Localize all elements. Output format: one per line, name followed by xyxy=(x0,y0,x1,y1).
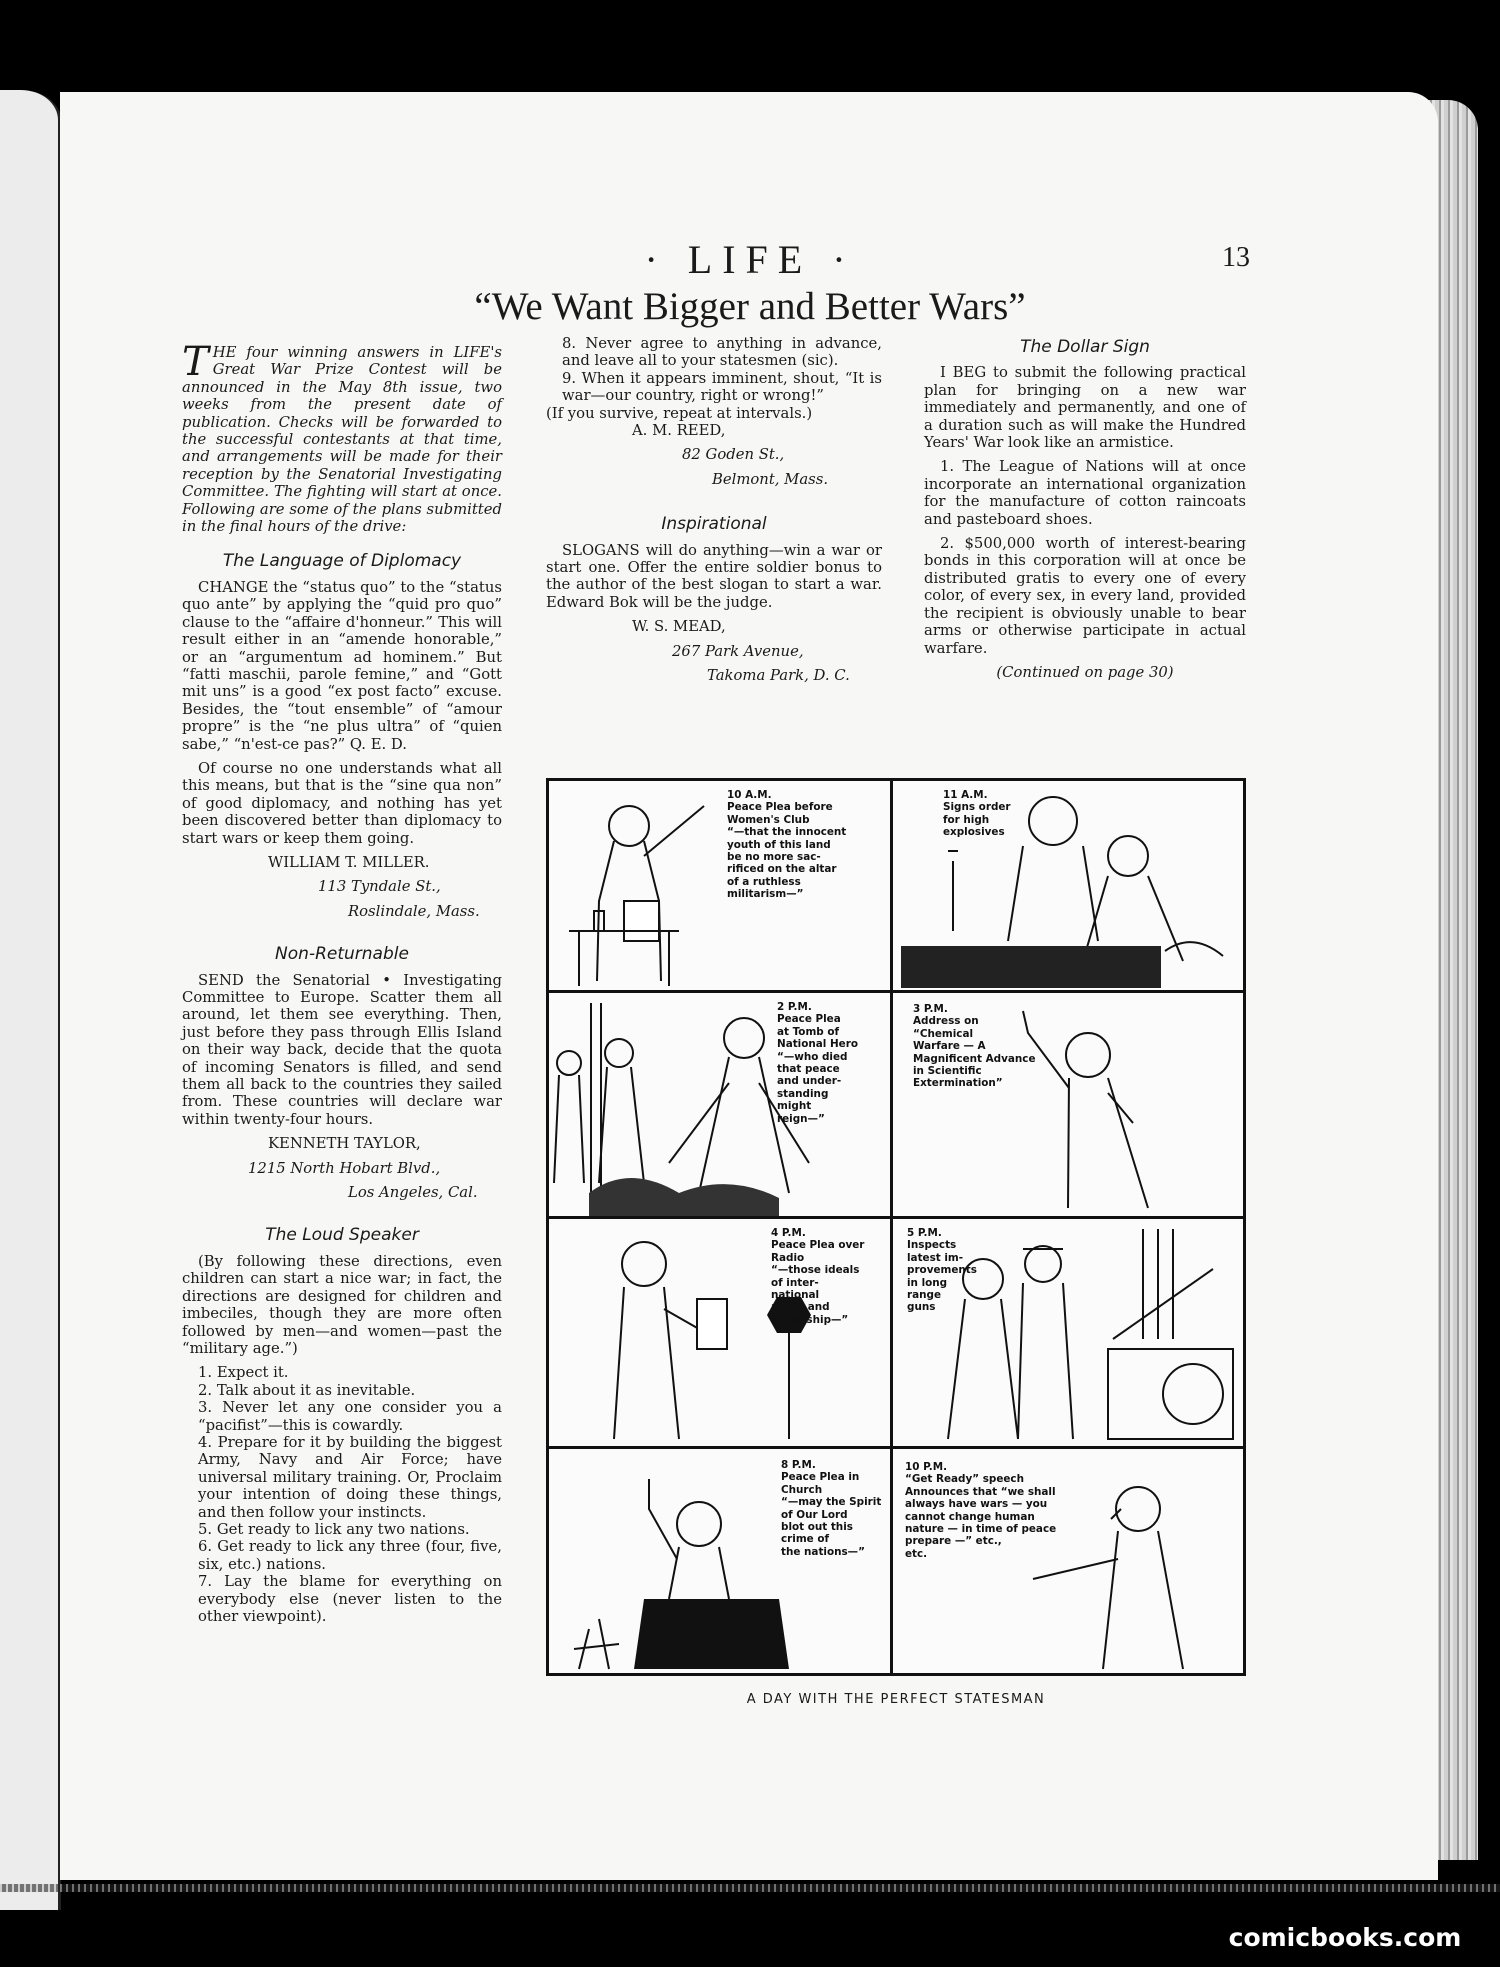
loudspeaker-list-continued xyxy=(546,335,882,422)
diplomacy-lead: CHANGE xyxy=(198,578,269,596)
inspirational-address-1: 267 Park Avenue, xyxy=(672,642,804,660)
column-2 xyxy=(546,335,882,692)
comic-panel-10am xyxy=(546,778,894,994)
column-1 xyxy=(182,339,502,1625)
panel-caption: 3 P.M. Address on “Chemical Warfare — A Magnificent Advance in Scientific Extermination” xyxy=(913,1003,1036,1090)
nonreturnable-text: the Senatorial • Investigating Committee to Europe. Scatter them all around, let them see everything. Then, just before they pass through Ellis Island on their way back, decide that the quota of incoming Senators is filled, and send them all back to the countries they sailed from. These countries will declare war within twenty-four hours. xyxy=(182,971,502,1128)
section-heading-inspirational: Inspirational xyxy=(661,514,767,535)
comic-panel-8pm xyxy=(546,1446,894,1676)
inspirational-author: W. S. MEAD, xyxy=(632,618,726,636)
comic-strip xyxy=(546,778,1246,1672)
list-item: 1. Expect it. xyxy=(198,1364,289,1382)
dollarsign-lead: I BEG xyxy=(940,364,987,382)
dollarsign-body xyxy=(924,364,1246,451)
column-3 xyxy=(924,335,1246,688)
comic-title: A DAY WITH THE PERFECT STATESMAN xyxy=(746,1692,1046,1707)
diplomacy-text-1: the “status quo” to the “status quo ante” by applying the “quid pro quo” clause to the “affaire d'honneur.” This will result either in an “amende honorable,” or an “argumentum ad hominem.” But “fatti maschii, parole femine,” and “Gott mit uns” is a good “ex post facto” excuse. Besides, the “tout ensemble” of “amour propre” is the “ne plus ultra” of “quien sabe,” “n'est-ce pas?” Q. E. D. xyxy=(182,578,502,753)
nonreturnable-address-2: Los Angeles, Cal. xyxy=(348,1184,478,1202)
section-heading-nonreturnable: Non-Returnable xyxy=(275,944,409,965)
inspirational-address-2: Takoma Park, D. C. xyxy=(707,667,850,685)
section-heading-dollarsign: The Dollar Sign xyxy=(1020,337,1150,357)
dollarsign-text: to submit the following practical plan for bringing on a new war immediately and permanently, and one of a duration such as will make the Hundred Years' War look like an armistice. xyxy=(924,364,1246,452)
section-heading-loudspeaker: The Loud Speaker xyxy=(265,1225,419,1246)
nonreturnable-author: KENNETH TAYLOR, xyxy=(268,1135,421,1153)
panel-caption: 11 A.M. Signs order for high explosives xyxy=(943,789,1011,839)
list-item: 5. Get ready to lick any two nations. xyxy=(198,1520,470,1538)
loudspeaker-author: A. M. REED, xyxy=(632,422,726,440)
panel-caption: 8 P.M. Peace Plea in Church “—may the Spirit of Our Lord blot out this crime of the nations—” xyxy=(781,1459,882,1558)
list-item: 6. Get ready to lick any three (four, five, six, etc.) nations. xyxy=(198,1538,502,1573)
masthead: · LIFE · xyxy=(644,237,856,282)
comic-panel-4pm xyxy=(546,1216,894,1450)
diplomacy-body-1 xyxy=(182,579,502,753)
list-item: 2. Talk about it as inevitable. xyxy=(198,1381,416,1399)
page-bottom-edge xyxy=(0,1884,1500,1892)
continued-note: (Continued on page 30) xyxy=(996,663,1174,681)
panel-caption: 4 P.M. Peace Plea over Radio “—those ideals of inter- national amity and fellowship—” xyxy=(771,1227,865,1326)
list-item: 9. When it appears imminent, shout, “It is war—our country, right or wrong!” xyxy=(562,369,882,405)
panel-caption: 5 P.M. Inspects latest im- provements in long range guns xyxy=(907,1227,977,1314)
loudspeaker-address-1: 82 Goden St., xyxy=(682,446,785,464)
nonreturnable-body xyxy=(182,972,502,1129)
list-item: 7. Lay the blame for everything on everybody else (never listen to the other viewpoint). xyxy=(198,1573,502,1625)
loudspeaker-list xyxy=(182,1364,502,1625)
comic-panel-11am xyxy=(890,778,1246,994)
panel-caption: 10 P.M. “Get Ready” speech Announces that “we shall always have wars — you cannot change human nature — in time of peace prepare —” etc., etc. xyxy=(905,1461,1057,1560)
diplomacy-address-1: 113 Tyndale St., xyxy=(318,878,441,896)
comic-panel-3pm xyxy=(890,990,1246,1220)
intro-paragraph xyxy=(182,339,502,536)
comic-panel-5pm xyxy=(890,1216,1246,1450)
diplomacy-body-2: Of course no one understands what all this means, but that is the “sine qua non” of good diplomacy, and nothing has yet been discovered better than diplomacy to start wars or keep them going. xyxy=(182,759,502,847)
dollarsign-point-1: 1. The League of Nations will at once incorporate an international organization for the manufacture of cotton raincoats and pasteboard shoes. xyxy=(924,458,1246,528)
panel-caption: 2 P.M. Peace Plea at Tomb of National Hero “—who died that peace and under- standing might reign—” xyxy=(777,1001,858,1125)
nonreturnable-address-1: 1215 North Hobart Blvd., xyxy=(248,1159,441,1177)
watermark: comicbooks.com xyxy=(1210,1916,1480,1960)
intro-text: HE four winning answers in LIFE's Great War Prize Contest will be announced in the May 8th issue, two weeks from the present date of publication. Checks will be forwarded to the successful contestants at that time, and arrangements will be made for their reception by the Senatorial Investigating Committee. The fighting will start at once. Following are some of the plans submitted in the final hours of the drive: xyxy=(182,344,502,536)
section-heading-diplomacy: The Language of Diplomacy xyxy=(222,551,462,572)
comic-panel-10pm xyxy=(890,1446,1246,1676)
diplomacy-address-2: Roslindale, Mass. xyxy=(348,902,480,920)
list-item: 3. Never let any one consider you a “pacifist”—this is cowardly. xyxy=(198,1399,502,1434)
dollarsign-point-2: 2. $500,000 worth of interest-bearing bonds in this corporation will at once be distributed gratis to every one of every color, of every sex, in every land, provided the recipient is obviously unable to bear arms or otherwise participate in actual warfare. xyxy=(924,535,1246,657)
inspirational-text: will do anything—win a war or start one. Offer the entire soldier bonus to the author of the best slogan to start a war. Edward Bok will be the judge. xyxy=(546,541,882,611)
list-item: (If you survive, repeat at intervals.) xyxy=(546,404,813,422)
panel-caption: 10 A.M. Peace Plea before Women's Club “—that the innocent youth of this land be no more sac- rificed on the altar of a ruthless militarism—” xyxy=(727,789,847,901)
inspirational-body xyxy=(546,542,882,612)
left-page-edge xyxy=(0,90,61,1910)
page-number: 13 xyxy=(1222,242,1250,273)
inspirational-lead: SLOGANS xyxy=(562,541,640,559)
loudspeaker-body: (By following these directions, even children can start a nice war; in fact, the directions are designed for children and imbeciles, though they are more often followed by men—and women—past the “military age.”) xyxy=(182,1252,502,1357)
comic-panel-2pm xyxy=(546,990,894,1220)
nonreturnable-lead: SEND xyxy=(198,971,244,989)
diplomacy-author: WILLIAM T. MILLER. xyxy=(268,853,430,871)
drop-cap: T xyxy=(182,339,209,385)
list-item: 8. Never agree to anything in advance, and leave all to your statesmen (sic). xyxy=(562,335,882,370)
list-item: 4. Prepare for it by building the biggest Army, Navy and Air Force; have universal military training. Or, Proclaim your intention of doing these things, and then follow your instincts. xyxy=(198,1433,502,1521)
loudspeaker-address-2: Belmont, Mass. xyxy=(712,470,829,488)
headline: “We Want Bigger and Better Wars” xyxy=(474,285,1026,328)
